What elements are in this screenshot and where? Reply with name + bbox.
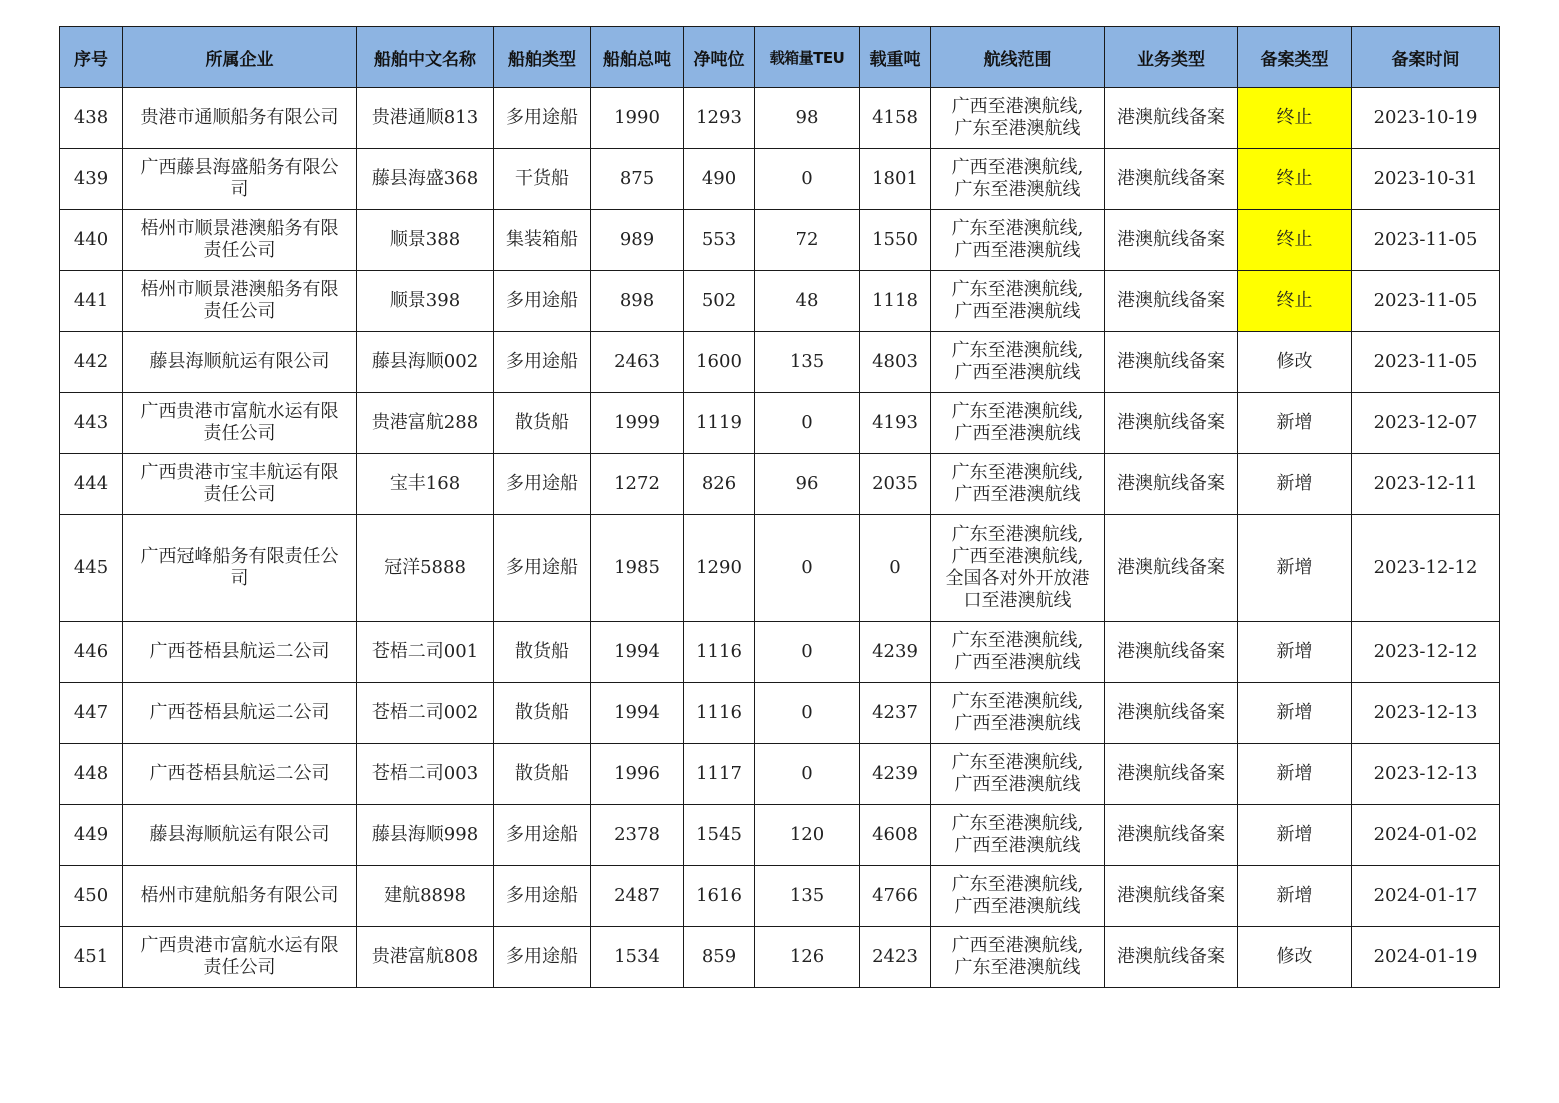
cell-gross-tonnage: 1990	[591, 88, 684, 149]
cell-company: 广西苍梧县航运二公司	[123, 622, 357, 683]
cell-ship-type: 散货船	[494, 683, 591, 744]
cell-filing-type: 终止	[1238, 88, 1352, 149]
cell-gross-tonnage: 2487	[591, 866, 684, 927]
cell-seq: 450	[60, 866, 123, 927]
cell-filing-date: 2023-11-05	[1352, 271, 1500, 332]
cell-business-type: 港澳航线备案	[1105, 927, 1238, 988]
cell-ship-name: 藤县海顺002	[357, 332, 494, 393]
table-row	[60, 927, 1500, 988]
cell-company: 梧州市顺景港澳船务有限 责任公司	[123, 210, 357, 271]
cell-filing-date: 2023-12-12	[1352, 515, 1500, 622]
cell-company: 藤县海顺航运有限公司	[123, 332, 357, 393]
cell-filing-date: 2024-01-19	[1352, 927, 1500, 988]
cell-ship-name: 顺景398	[357, 271, 494, 332]
table-row	[60, 622, 1500, 683]
cell-route-scope: 广东至港澳航线, 广西至港澳航线	[931, 805, 1105, 866]
cell-route-scope: 广西至港澳航线, 广东至港澳航线	[931, 88, 1105, 149]
cell-ship-type: 多用途船	[494, 454, 591, 515]
cell-ship-name: 宝丰168	[357, 454, 494, 515]
header-filing-date: 备案时间	[1352, 27, 1500, 88]
cell-deadweight: 2035	[860, 454, 931, 515]
cell-deadweight: 2423	[860, 927, 931, 988]
cell-route-scope: 广西至港澳航线, 广东至港澳航线	[931, 149, 1105, 210]
cell-route-scope: 广东至港澳航线, 广西至港澳航线	[931, 271, 1105, 332]
table-row	[60, 149, 1500, 210]
cell-ship-type: 干货船	[494, 149, 591, 210]
cell-teu-capacity: 126	[755, 927, 860, 988]
cell-net-tonnage: 1119	[684, 393, 755, 454]
cell-net-tonnage: 1293	[684, 88, 755, 149]
cell-filing-date: 2023-11-05	[1352, 332, 1500, 393]
header-gross-tonnage: 船舶总吨	[591, 27, 684, 88]
cell-gross-tonnage: 898	[591, 271, 684, 332]
cell-seq: 448	[60, 744, 123, 805]
cell-deadweight: 4239	[860, 744, 931, 805]
table-row	[60, 271, 1500, 332]
cell-ship-name: 藤县海盛368	[357, 149, 494, 210]
cell-net-tonnage: 1116	[684, 622, 755, 683]
header-route-scope: 航线范围	[931, 27, 1105, 88]
cell-ship-name: 建航8898	[357, 866, 494, 927]
cell-teu-capacity: 120	[755, 805, 860, 866]
cell-filing-type: 新增	[1238, 805, 1352, 866]
cell-business-type: 港澳航线备案	[1105, 271, 1238, 332]
table-header-row	[60, 27, 1500, 88]
table-row	[60, 683, 1500, 744]
cell-ship-type: 散货船	[494, 393, 591, 454]
cell-business-type: 港澳航线备案	[1105, 88, 1238, 149]
cell-teu-capacity: 0	[755, 149, 860, 210]
cell-teu-capacity: 98	[755, 88, 860, 149]
cell-ship-name: 苍梧二司003	[357, 744, 494, 805]
cell-business-type: 港澳航线备案	[1105, 515, 1238, 622]
cell-business-type: 港澳航线备案	[1105, 393, 1238, 454]
cell-route-scope: 广东至港澳航线, 广西至港澳航线, 全国各对外开放港 口至港澳航线	[931, 515, 1105, 622]
cell-seq: 446	[60, 622, 123, 683]
header-company: 所属企业	[123, 27, 357, 88]
cell-route-scope: 广东至港澳航线, 广西至港澳航线	[931, 744, 1105, 805]
cell-deadweight: 4193	[860, 393, 931, 454]
cell-business-type: 港澳航线备案	[1105, 454, 1238, 515]
cell-company: 广西贵港市宝丰航运有限 责任公司	[123, 454, 357, 515]
cell-teu-capacity: 72	[755, 210, 860, 271]
header-ship-name: 船舶中文名称	[357, 27, 494, 88]
cell-teu-capacity: 96	[755, 454, 860, 515]
cell-filing-date: 2023-11-05	[1352, 210, 1500, 271]
cell-filing-type: 新增	[1238, 866, 1352, 927]
cell-seq: 439	[60, 149, 123, 210]
cell-gross-tonnage: 989	[591, 210, 684, 271]
cell-ship-type: 散货船	[494, 622, 591, 683]
cell-seq: 451	[60, 927, 123, 988]
cell-deadweight: 4803	[860, 332, 931, 393]
cell-net-tonnage: 826	[684, 454, 755, 515]
header-filing-type: 备案类型	[1238, 27, 1352, 88]
cell-company: 广西藤县海盛船务有限公 司	[123, 149, 357, 210]
cell-filing-type: 新增	[1238, 515, 1352, 622]
cell-seq: 442	[60, 332, 123, 393]
cell-business-type: 港澳航线备案	[1105, 210, 1238, 271]
cell-deadweight: 4608	[860, 805, 931, 866]
cell-deadweight: 1550	[860, 210, 931, 271]
cell-seq: 443	[60, 393, 123, 454]
cell-business-type: 港澳航线备案	[1105, 332, 1238, 393]
cell-gross-tonnage: 1534	[591, 927, 684, 988]
cell-company: 贵港市通顺船务有限公司	[123, 88, 357, 149]
table-row	[60, 805, 1500, 866]
cell-company: 梧州市顺景港澳船务有限 责任公司	[123, 271, 357, 332]
cell-route-scope: 广东至港澳航线, 广西至港澳航线	[931, 866, 1105, 927]
table-body	[60, 88, 1500, 988]
cell-ship-name: 藤县海顺998	[357, 805, 494, 866]
cell-route-scope: 广东至港澳航线, 广西至港澳航线	[931, 332, 1105, 393]
cell-filing-type: 新增	[1238, 454, 1352, 515]
cell-seq: 444	[60, 454, 123, 515]
cell-teu-capacity: 135	[755, 332, 860, 393]
cell-net-tonnage: 1290	[684, 515, 755, 622]
cell-company: 广西贵港市富航水运有限 责任公司	[123, 393, 357, 454]
cell-teu-capacity: 0	[755, 393, 860, 454]
cell-filing-date: 2023-12-12	[1352, 622, 1500, 683]
cell-net-tonnage: 1545	[684, 805, 755, 866]
cell-filing-type: 终止	[1238, 149, 1352, 210]
cell-ship-type: 集装箱船	[494, 210, 591, 271]
cell-seq: 440	[60, 210, 123, 271]
cell-route-scope: 广西至港澳航线, 广东至港澳航线	[931, 927, 1105, 988]
cell-business-type: 港澳航线备案	[1105, 622, 1238, 683]
table-row	[60, 210, 1500, 271]
cell-deadweight: 4239	[860, 622, 931, 683]
cell-net-tonnage: 1117	[684, 744, 755, 805]
table-row	[60, 393, 1500, 454]
table-row	[60, 332, 1500, 393]
cell-teu-capacity: 0	[755, 622, 860, 683]
cell-ship-type: 多用途船	[494, 88, 591, 149]
cell-deadweight: 4766	[860, 866, 931, 927]
cell-gross-tonnage: 1272	[591, 454, 684, 515]
cell-filing-type: 新增	[1238, 622, 1352, 683]
cell-deadweight: 4158	[860, 88, 931, 149]
cell-filing-type: 新增	[1238, 683, 1352, 744]
cell-business-type: 港澳航线备案	[1105, 866, 1238, 927]
cell-gross-tonnage: 2378	[591, 805, 684, 866]
table-row	[60, 515, 1500, 622]
cell-route-scope: 广东至港澳航线, 广西至港澳航线	[931, 683, 1105, 744]
cell-gross-tonnage: 1999	[591, 393, 684, 454]
cell-ship-name: 贵港富航288	[357, 393, 494, 454]
header-ship-type: 船舶类型	[494, 27, 591, 88]
cell-ship-name: 冠洋5888	[357, 515, 494, 622]
cell-ship-type: 多用途船	[494, 866, 591, 927]
cell-filing-type: 修改	[1238, 927, 1352, 988]
cell-filing-type: 修改	[1238, 332, 1352, 393]
table-row	[60, 866, 1500, 927]
cell-company: 广西冠峰船务有限责任公 司	[123, 515, 357, 622]
cell-deadweight: 1801	[860, 149, 931, 210]
cell-company: 广西苍梧县航运二公司	[123, 744, 357, 805]
cell-filing-date: 2023-12-13	[1352, 744, 1500, 805]
cell-filing-date: 2023-12-07	[1352, 393, 1500, 454]
cell-filing-date: 2024-01-17	[1352, 866, 1500, 927]
cell-company: 广西苍梧县航运二公司	[123, 683, 357, 744]
cell-teu-capacity: 135	[755, 866, 860, 927]
cell-ship-name: 苍梧二司002	[357, 683, 494, 744]
cell-ship-type: 多用途船	[494, 332, 591, 393]
cell-seq: 438	[60, 88, 123, 149]
cell-filing-type: 终止	[1238, 271, 1352, 332]
cell-seq: 449	[60, 805, 123, 866]
cell-ship-name: 贵港通顺813	[357, 88, 494, 149]
cell-business-type: 港澳航线备案	[1105, 149, 1238, 210]
cell-business-type: 港澳航线备案	[1105, 744, 1238, 805]
cell-seq: 441	[60, 271, 123, 332]
cell-business-type: 港澳航线备案	[1105, 683, 1238, 744]
cell-ship-name: 顺景388	[357, 210, 494, 271]
cell-company: 梧州市建航船务有限公司	[123, 866, 357, 927]
ship-filing-table	[59, 26, 1500, 988]
cell-route-scope: 广东至港澳航线, 广西至港澳航线	[931, 393, 1105, 454]
cell-route-scope: 广东至港澳航线, 广西至港澳航线	[931, 622, 1105, 683]
cell-filing-date: 2023-12-11	[1352, 454, 1500, 515]
filing-table-sheet	[59, 26, 1499, 988]
cell-gross-tonnage: 1994	[591, 622, 684, 683]
cell-ship-name: 贵港富航808	[357, 927, 494, 988]
cell-seq: 445	[60, 515, 123, 622]
cell-filing-type: 新增	[1238, 744, 1352, 805]
cell-deadweight: 1118	[860, 271, 931, 332]
cell-ship-type: 散货船	[494, 744, 591, 805]
cell-net-tonnage: 553	[684, 210, 755, 271]
cell-deadweight: 0	[860, 515, 931, 622]
cell-gross-tonnage: 1994	[591, 683, 684, 744]
header-seq: 序号	[60, 27, 123, 88]
cell-route-scope: 广东至港澳航线, 广西至港澳航线	[931, 454, 1105, 515]
cell-filing-type: 新增	[1238, 393, 1352, 454]
cell-net-tonnage: 490	[684, 149, 755, 210]
cell-filing-date: 2024-01-02	[1352, 805, 1500, 866]
cell-teu-capacity: 0	[755, 744, 860, 805]
cell-teu-capacity: 0	[755, 683, 860, 744]
header-net-tonnage: 净吨位	[684, 27, 755, 88]
cell-deadweight: 4237	[860, 683, 931, 744]
cell-teu-capacity: 48	[755, 271, 860, 332]
cell-ship-type: 多用途船	[494, 515, 591, 622]
header-teu-capacity: 载箱量TEU	[755, 27, 860, 88]
table-row	[60, 454, 1500, 515]
cell-ship-name: 苍梧二司001	[357, 622, 494, 683]
cell-ship-type: 多用途船	[494, 805, 591, 866]
cell-ship-type: 多用途船	[494, 927, 591, 988]
cell-filing-type: 终止	[1238, 210, 1352, 271]
cell-net-tonnage: 859	[684, 927, 755, 988]
cell-filing-date: 2023-12-13	[1352, 683, 1500, 744]
cell-net-tonnage: 502	[684, 271, 755, 332]
cell-net-tonnage: 1600	[684, 332, 755, 393]
cell-teu-capacity: 0	[755, 515, 860, 622]
table-row	[60, 88, 1500, 149]
cell-route-scope: 广东至港澳航线, 广西至港澳航线	[931, 210, 1105, 271]
cell-gross-tonnage: 1985	[591, 515, 684, 622]
cell-company: 广西贵港市富航水运有限 责任公司	[123, 927, 357, 988]
table-row	[60, 744, 1500, 805]
cell-business-type: 港澳航线备案	[1105, 805, 1238, 866]
cell-company: 藤县海顺航运有限公司	[123, 805, 357, 866]
cell-gross-tonnage: 1996	[591, 744, 684, 805]
cell-seq: 447	[60, 683, 123, 744]
cell-net-tonnage: 1116	[684, 683, 755, 744]
cell-filing-date: 2023-10-19	[1352, 88, 1500, 149]
cell-ship-type: 多用途船	[494, 271, 591, 332]
header-deadweight: 载重吨	[860, 27, 931, 88]
header-business-type: 业务类型	[1105, 27, 1238, 88]
cell-net-tonnage: 1616	[684, 866, 755, 927]
cell-gross-tonnage: 2463	[591, 332, 684, 393]
cell-filing-date: 2023-10-31	[1352, 149, 1500, 210]
cell-gross-tonnage: 875	[591, 149, 684, 210]
